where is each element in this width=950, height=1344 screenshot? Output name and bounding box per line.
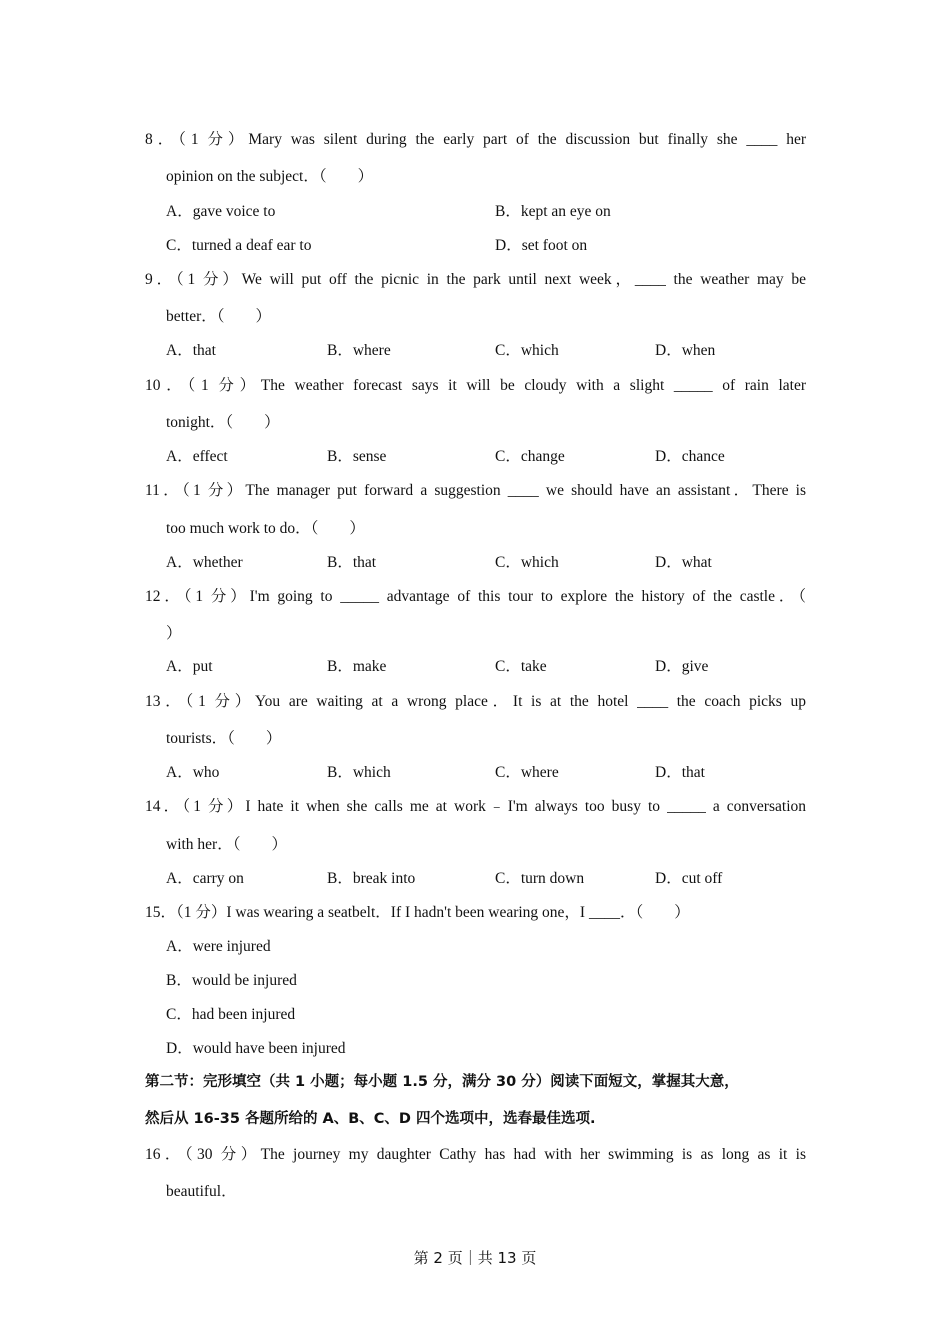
page-footer: 第 2 页｜共 13 页 (413, 1249, 537, 1267)
question-10-option-b: B．sense (327, 448, 387, 465)
question-9-option-b: B．where (327, 342, 391, 359)
question-8-option-c: C．turned a deaf ear to (166, 237, 312, 254)
question-14-option-c: C．turn down (495, 870, 585, 887)
question-13-option-d: D．that (655, 764, 705, 781)
question-12-option-a: A．put (166, 658, 213, 675)
question-12-option-b: B．make (327, 658, 387, 675)
question-15-option-c: C．had been injured (166, 1006, 296, 1023)
question-10-line1: 10．（1 分）The weather forecast says it will be cloudy with a slight _____ of rain later (145, 377, 806, 394)
question-11-option-b: B．that (327, 554, 377, 571)
section-2-heading-line2: 然后从 16-35 各题所给的 A、B、C、D 四个选项中，选春最佳选项. (145, 1111, 596, 1127)
question-15-option-d: D．would have been injured (166, 1040, 346, 1057)
question-15-line1: 15．（1 分）I was wearing a seatbelt．If I hadn't been wearing one，I ____．（ ） (145, 904, 690, 921)
question-11-line2: too much work to do．（ ） (166, 520, 365, 537)
question-13-option-b: B．which (327, 764, 391, 781)
question-13-option-c: C．where (495, 764, 559, 781)
question-8-option-b: B．kept an eye on (495, 203, 611, 220)
question-14-line2: with her．（ ） (166, 836, 287, 853)
question-14-option-d: D．cut off (655, 870, 723, 887)
question-8-line2: opinion on the subject．（ ） (166, 168, 374, 185)
question-10-option-d: D．chance (655, 448, 725, 465)
question-9-option-a: A．that (166, 342, 216, 359)
question-12-option-c: C．take (495, 658, 547, 675)
question-10-line2: tonight．（ ） (166, 414, 280, 431)
section-2-heading-line1: 第二节：完形填空（共 1 小题；每小题 1.5 分，满分 30 分）阅读下面短文，掌握其大意， (145, 1074, 739, 1090)
question-13-option-a: A．who (166, 764, 220, 781)
question-12-line2: ） (166, 625, 182, 642)
question-8-line1: 8．（1 分）Mary was silent during the early part of the discussion but finally she ____ her (145, 131, 806, 148)
question-16-line2: beautiful． (166, 1183, 237, 1200)
question-15-option-b: B．would be injured (166, 972, 297, 989)
question-14-line1: 14．（1 分）I hate it when she calls me at work﹣I'm always too busy to _____ a conversation (145, 798, 806, 815)
question-11-option-c: C．which (495, 554, 559, 571)
question-8-option-a: A．gave voice to (166, 203, 276, 220)
question-9-line1: 9．（1 分）We will put off the picnic in the park until next week，____ the weather may be (145, 271, 806, 288)
question-12-option-d: D．give (655, 658, 709, 675)
question-11-option-a: A．whether (166, 554, 243, 571)
question-12-line1: 12．（1 分）I'm going to _____ advantage of this tour to explore the history of the castle．（ (145, 588, 806, 605)
question-13-line1: 13．（1 分）You are waiting at a wrong place．It is at the hotel ____ the coach picks up (145, 693, 806, 710)
question-10-option-a: A．effect (166, 448, 228, 465)
question-14-option-b: B．break into (327, 870, 416, 887)
question-9-option-c: C．which (495, 342, 559, 359)
question-8-option-d: D．set foot on (495, 237, 588, 254)
question-9-line2: better．（ ） (166, 308, 272, 325)
question-11-option-d: D．what (655, 554, 712, 571)
question-16-line1: 16．（30 分）The journey my daughter Cathy has had with her swimming is as long as it is (145, 1146, 806, 1163)
question-11-line1: 11．（1 分）The manager put forward a suggestion ____ we should have an assistant．There is (145, 482, 806, 499)
question-14-option-a: A．carry on (166, 870, 244, 887)
question-13-line2: tourists．（ ） (166, 730, 282, 747)
question-10-option-c: C．change (495, 448, 565, 465)
question-9-option-d: D．when (655, 342, 716, 359)
question-15-option-a: A．were injured (166, 938, 271, 955)
